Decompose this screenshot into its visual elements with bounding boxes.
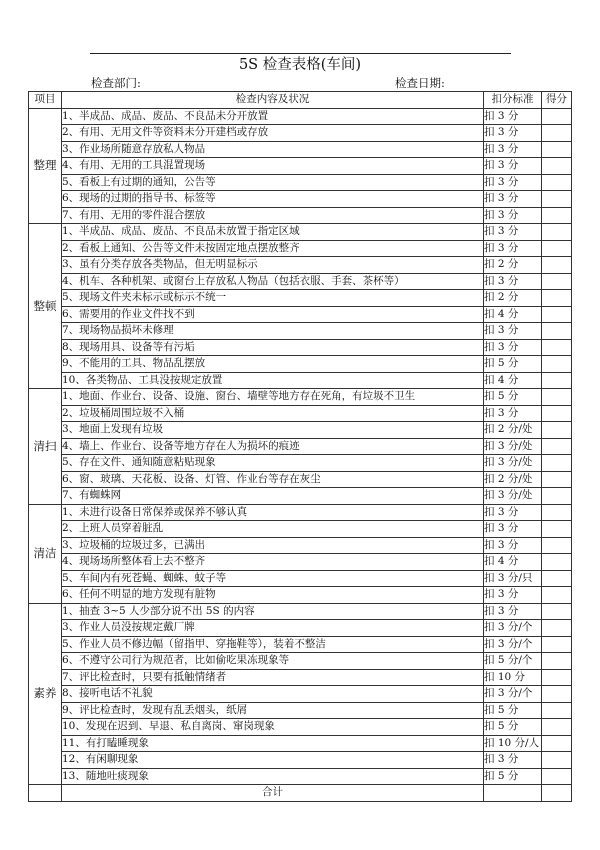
section-category: 清洁 <box>29 504 62 603</box>
table-row <box>29 257 572 274</box>
score-cell[interactable] <box>542 125 572 142</box>
score-cell[interactable] <box>542 290 572 307</box>
table-row <box>29 636 572 653</box>
total-row <box>29 785 572 802</box>
check-item-text: 6、窗、玻璃、天花板、设备、灯管、作业台等存在灰尘 <box>62 471 484 488</box>
section-category: 整理 <box>29 108 62 224</box>
check-item-text: 7、现场物品损坏未修理 <box>62 323 484 340</box>
penalty-standard: 扣 3 分/个 <box>484 636 542 653</box>
penalty-standard: 扣 3 分 <box>484 752 542 769</box>
check-item-text: 11、有打瞌睡现象 <box>62 735 484 752</box>
table-row <box>29 323 572 340</box>
table-row <box>29 306 572 323</box>
penalty-standard: 扣 2 分 <box>484 257 542 274</box>
score-cell[interactable] <box>542 455 572 472</box>
table-row <box>29 207 572 224</box>
check-item-text: 1、半成品、成品、废品、不良品未放置于指定区域 <box>62 224 484 241</box>
table-row <box>29 554 572 571</box>
check-item-text: 6、任何不明显的地方发现有脏物 <box>62 587 484 604</box>
inspection-department-label: 检查部门: <box>91 76 141 90</box>
penalty-standard: 扣 3 分 <box>484 191 542 208</box>
score-cell[interactable] <box>542 686 572 703</box>
penalty-standard: 扣 3 分 <box>484 603 542 620</box>
table-row <box>29 587 572 604</box>
penalty-standard: 扣 4 分 <box>484 554 542 571</box>
total-score-cell[interactable] <box>542 785 572 802</box>
score-cell[interactable] <box>542 372 572 389</box>
table-row <box>29 653 572 670</box>
table-row <box>29 389 572 406</box>
penalty-standard: 扣 2 分/处 <box>484 471 542 488</box>
total-penalty-cell <box>484 785 542 802</box>
penalty-standard: 扣 3 分 <box>484 504 542 521</box>
score-cell[interactable] <box>542 422 572 439</box>
table-row <box>29 702 572 719</box>
table-body <box>29 108 572 785</box>
penalty-standard: 扣 5 分 <box>484 389 542 406</box>
check-item-text: 13、随地吐痰现象 <box>62 768 484 785</box>
penalty-standard: 扣 3 分/个 <box>484 686 542 703</box>
table-row <box>29 174 572 191</box>
check-item-text: 6、需要用的作业文件找不到 <box>62 306 484 323</box>
check-item-text: 7、有蜘蛛网 <box>62 488 484 505</box>
score-cell[interactable] <box>542 323 572 340</box>
penalty-standard: 扣 5 分 <box>484 719 542 736</box>
table-row <box>29 141 572 158</box>
score-cell[interactable] <box>542 339 572 356</box>
score-cell[interactable] <box>542 653 572 670</box>
penalty-standard: 扣 10 分 <box>484 669 542 686</box>
table-row <box>29 273 572 290</box>
check-item-text: 3、地面上发现有垃圾 <box>62 422 484 439</box>
penalty-standard: 扣 3 分 <box>484 207 542 224</box>
table-row <box>29 158 572 175</box>
penalty-standard: 扣 4 分 <box>484 306 542 323</box>
check-item-text: 7、有用、无用的零件混合摆放 <box>62 207 484 224</box>
penalty-standard: 扣 3 分 <box>484 125 542 142</box>
penalty-standard: 扣 4 分 <box>484 372 542 389</box>
penalty-standard: 扣 3 分 <box>484 537 542 554</box>
section-category: 整顿 <box>29 224 62 389</box>
header-score: 得分 <box>542 92 572 109</box>
score-cell[interactable] <box>542 752 572 769</box>
table-row <box>29 240 572 257</box>
penalty-standard: 扣 3 分 <box>484 108 542 125</box>
penalty-standard: 扣 3 分 <box>484 174 542 191</box>
table-row <box>29 488 572 505</box>
table-row <box>29 686 572 703</box>
score-cell[interactable] <box>542 141 572 158</box>
penalty-standard: 扣 3 分/个 <box>484 620 542 637</box>
penalty-standard: 扣 3 分 <box>484 323 542 340</box>
table-row <box>29 125 572 142</box>
table-row <box>29 356 572 373</box>
section-category: 素养 <box>29 603 62 785</box>
penalty-standard: 扣 3 分 <box>484 521 542 538</box>
score-cell[interactable] <box>542 174 572 191</box>
check-item-text: 10、发现在迟到、早退、私自离岗、窜岗现象 <box>62 719 484 736</box>
score-cell[interactable] <box>542 240 572 257</box>
title-rule <box>90 53 511 54</box>
score-cell[interactable] <box>542 471 572 488</box>
total-label: 合计 <box>62 785 484 802</box>
score-cell[interactable] <box>542 554 572 571</box>
check-item-text: 6、现场的过期的指导书、标签等 <box>62 191 484 208</box>
penalty-standard: 扣 5 分 <box>484 768 542 785</box>
penalty-standard: 扣 5 分/个 <box>484 653 542 670</box>
score-cell[interactable] <box>542 108 572 125</box>
total-cat-cell <box>29 785 62 802</box>
penalty-standard: 扣 3 分 <box>484 405 542 422</box>
check-item-text: 1、地面、作业台、设备、设施、窗台、墙壁等地方存在死角，有垃圾不卫生 <box>62 389 484 406</box>
penalty-standard: 扣 10 分/人 <box>484 735 542 752</box>
score-cell[interactable] <box>542 306 572 323</box>
header-category: 项目 <box>29 92 62 109</box>
table-header-row <box>29 92 572 109</box>
score-cell[interactable] <box>542 603 572 620</box>
check-item-text: 2、上班人员穿着脏乱 <box>62 521 484 538</box>
check-item-text: 1、半成品、成品、废品、不良品未分开放置 <box>62 108 484 125</box>
score-cell[interactable] <box>542 587 572 604</box>
check-item-text: 9、不能用的工具、物品乱摆放 <box>62 356 484 373</box>
table-row <box>29 768 572 785</box>
score-cell[interactable] <box>542 224 572 241</box>
header-penalty: 扣分标准 <box>484 92 542 109</box>
score-cell[interactable] <box>542 356 572 373</box>
penalty-standard: 扣 2 分 <box>484 290 542 307</box>
check-item-text: 1、未进行设备日常保养或保养不够认真 <box>62 504 484 521</box>
penalty-standard: 扣 3 分 <box>484 158 542 175</box>
score-cell[interactable] <box>542 207 572 224</box>
table-row <box>29 372 572 389</box>
score-cell[interactable] <box>542 620 572 637</box>
check-item-text: 5、车间内有死苍蝇、蜘蛛、蚊子等 <box>62 570 484 587</box>
check-item-text: 5、存在文件、通知随意粘贴现象 <box>62 455 484 472</box>
penalty-standard: 扣 3 分 <box>484 587 542 604</box>
score-cell[interactable] <box>542 191 572 208</box>
check-item-text: 2、看板上通知、公告等文件未按固定地点摆放整齐 <box>62 240 484 257</box>
score-cell[interactable] <box>542 389 572 406</box>
check-item-text: 8、现场用具、设备等有污垢 <box>62 339 484 356</box>
score-cell[interactable] <box>542 504 572 521</box>
check-item-text: 1、抽查 3~5 人少部分说不出 5S 的内容 <box>62 603 484 620</box>
check-item-text: 8、接听电话不礼貌 <box>62 686 484 703</box>
score-cell[interactable] <box>542 405 572 422</box>
check-item-text: 4、墙上、作业台、设备等地方存在人为损坏的痕迹 <box>62 438 484 455</box>
table-row <box>29 405 572 422</box>
check-item-text: 9、评比检查时，发现有乱丢烟头，纸屑 <box>62 702 484 719</box>
table-row <box>29 224 572 241</box>
table-row <box>29 620 572 637</box>
score-cell[interactable] <box>542 257 572 274</box>
table-row <box>29 570 572 587</box>
penalty-standard: 扣 2 分/处 <box>484 422 542 439</box>
check-item-text: 5、作业人员不修边幅（留指甲、穿拖鞋等），装着不整洁 <box>62 636 484 653</box>
check-item-text: 4、机车、各种机架、或窗台上存放私人物品（包括衣服、手套、茶杯等） <box>62 273 484 290</box>
score-cell[interactable] <box>542 735 572 752</box>
score-cell[interactable] <box>542 488 572 505</box>
check-item-text: 12、有闲聊现象 <box>62 752 484 769</box>
check-item-text: 3、作业人员没按规定戴厂牌 <box>62 620 484 637</box>
check-item-text: 4、有用、无用的工具混置现场 <box>62 158 484 175</box>
penalty-standard: 扣 3 分/处 <box>484 438 542 455</box>
table-row <box>29 290 572 307</box>
check-item-text: 2、垃圾桶周围垃圾不入桶 <box>62 405 484 422</box>
table-row <box>29 719 572 736</box>
page-title: 5S 检查表格(车间) <box>238 57 362 73</box>
check-item-text: 5、现场文件夹未标示或标示不统一 <box>62 290 484 307</box>
check-item-text: 7、评比检查时，只要有抵触情绪者 <box>62 669 484 686</box>
score-cell[interactable] <box>542 636 572 653</box>
check-item-text: 3、虽有分类存放各类物品，但无明显标示 <box>62 257 484 274</box>
score-cell[interactable] <box>542 702 572 719</box>
check-item-text: 5、看板上有过期的通知，公告等 <box>62 174 484 191</box>
inspection-table <box>28 91 572 802</box>
check-item-text: 3、垃圾桶的垃圾过多，已满出 <box>62 537 484 554</box>
score-cell[interactable] <box>542 669 572 686</box>
penalty-standard: 扣 5 分 <box>484 356 542 373</box>
penalty-standard: 扣 3 分 <box>484 240 542 257</box>
table-row <box>29 191 572 208</box>
penalty-standard: 扣 3 分 <box>484 339 542 356</box>
table-row <box>29 455 572 472</box>
section-category: 清扫 <box>29 389 62 505</box>
score-cell[interactable] <box>542 537 572 554</box>
table-row <box>29 669 572 686</box>
table-row <box>29 339 572 356</box>
table-row <box>29 471 572 488</box>
check-item-text: 4、现场场所整体看上去不整齐 <box>62 554 484 571</box>
penalty-standard: 扣 3 分/处 <box>484 455 542 472</box>
score-cell[interactable] <box>542 273 572 290</box>
penalty-standard: 扣 3 分/处 <box>484 488 542 505</box>
score-cell[interactable] <box>542 768 572 785</box>
score-cell[interactable] <box>542 570 572 587</box>
penalty-standard: 扣 3 分 <box>484 141 542 158</box>
check-item-text: 10、各类物品、工具没按规定放置 <box>62 372 484 389</box>
table-row <box>29 603 572 620</box>
table-row <box>29 108 572 125</box>
penalty-standard: 扣 5 分 <box>484 702 542 719</box>
table-row <box>29 752 572 769</box>
table-row <box>29 422 572 439</box>
score-cell[interactable] <box>542 438 572 455</box>
check-item-text: 2、有用、无用文件等资料未分开建档或存放 <box>62 125 484 142</box>
table-row <box>29 504 572 521</box>
header-content: 检查内容及状况 <box>62 92 484 109</box>
check-item-text: 6、不遵守公司行为规范者，比如偷吃果冻现象等 <box>62 653 484 670</box>
score-cell[interactable] <box>542 158 572 175</box>
table-row <box>29 537 572 554</box>
penalty-standard: 扣 3 分/只 <box>484 570 542 587</box>
check-item-text: 3、作业场所随意存放私人物品 <box>62 141 484 158</box>
table-row <box>29 521 572 538</box>
inspection-date-label: 检查日期: <box>395 76 445 90</box>
penalty-standard: 扣 3 分 <box>484 224 542 241</box>
penalty-standard: 扣 3 分 <box>484 273 542 290</box>
table-row <box>29 438 572 455</box>
score-cell[interactable] <box>542 521 572 538</box>
table-row <box>29 735 572 752</box>
score-cell[interactable] <box>542 719 572 736</box>
